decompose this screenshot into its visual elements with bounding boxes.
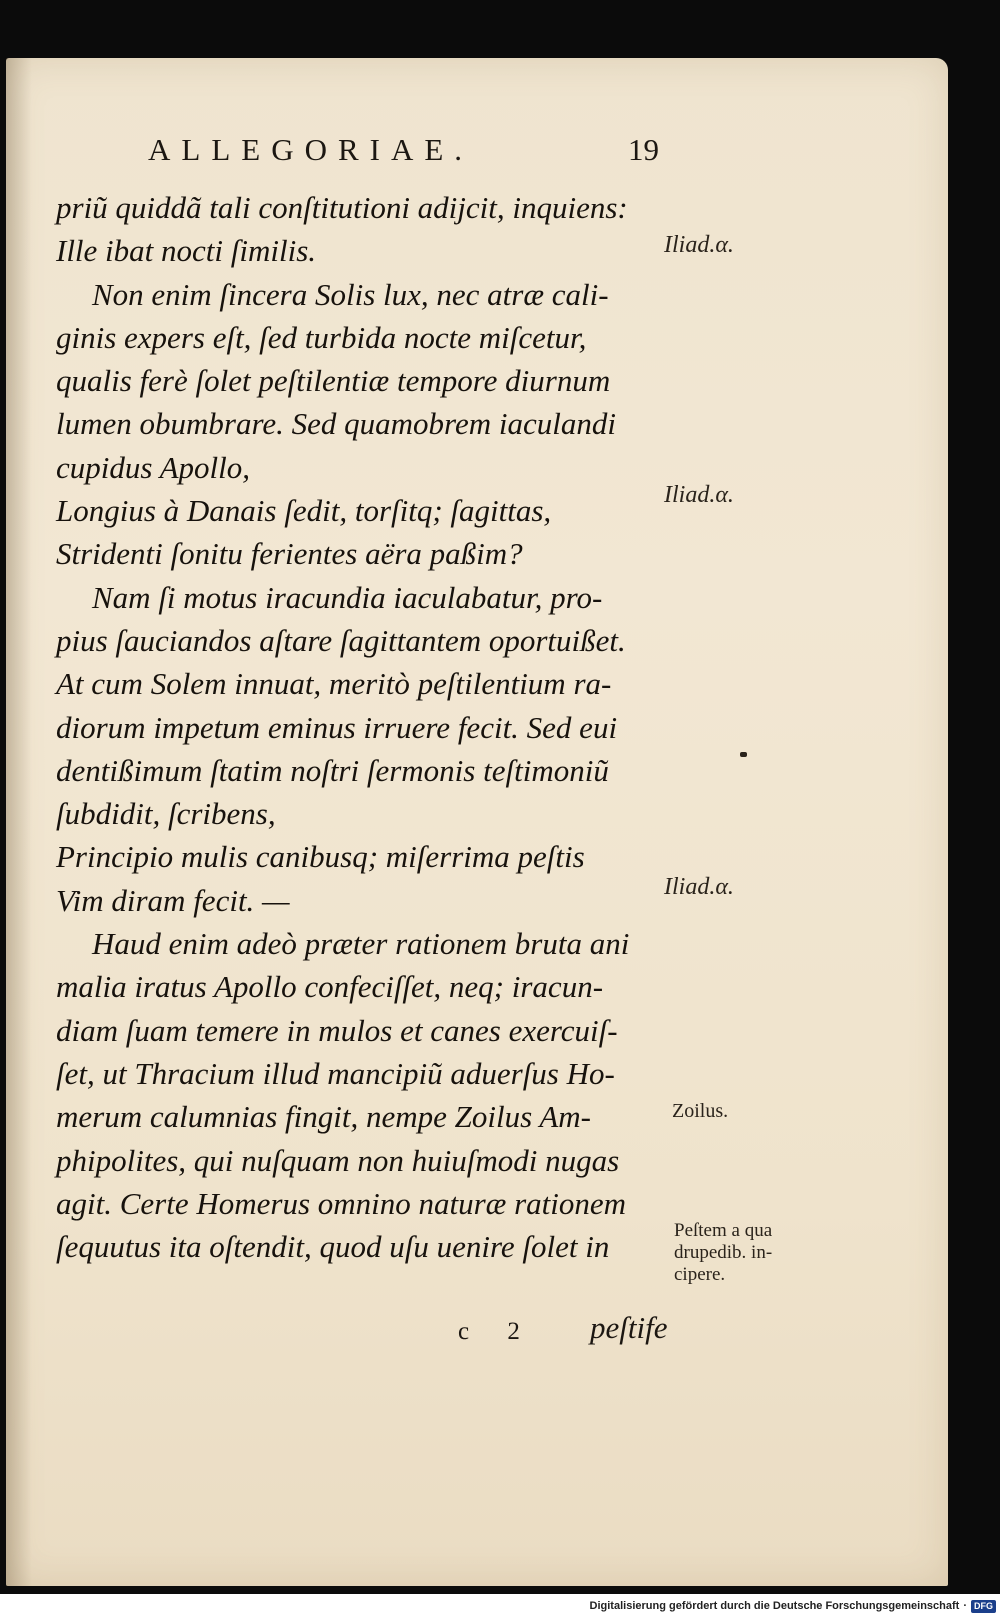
margin-note-line: Peſtem a qua	[674, 1220, 773, 1241]
text-line: merum calumnias fingit, nempe Zoilus Am-	[56, 1099, 592, 1135]
digitization-credit	[590, 1596, 996, 1616]
text-line: cupidus Apollo,	[56, 449, 251, 485]
text-line: ſubdidit, ſcribens,	[56, 796, 276, 832]
margin-note-iliad: Iliad.α.	[664, 232, 734, 258]
text-line: lumen obumbrare. Sed quamobrem iaculandi	[56, 406, 616, 442]
signature-mark: c 2	[458, 1318, 536, 1345]
ink-mark	[740, 752, 747, 757]
margin-note-pestem	[674, 1220, 772, 1286]
catchword: peſtife	[590, 1310, 668, 1345]
text-line: priũ quiddã tali conſtitutioni adijcit, inquiens:	[56, 190, 628, 225]
margin-note-line: drupedib. in-	[674, 1242, 773, 1263]
text-line: Ille ibat nocti ſimilis.	[56, 233, 317, 269]
text-line: phipolites, qui nuſquam non huiuſmodi nugas	[56, 1142, 620, 1178]
text-line: Stridenti ſonitu ferientes aëra paßim?	[56, 536, 523, 572]
text-line: Vim diram fecit. —	[56, 882, 290, 918]
credit-text: Digitalisierung gefördert durch die Deutsche Forschungsgemeinschaft	[589, 1600, 960, 1612]
text-line: diorum impetum eminus irruere fecit. Sed eui	[56, 709, 618, 745]
margin-note-line: cipere.	[674, 1264, 726, 1285]
margin-note-zoilus: Zoilus.	[672, 1100, 729, 1122]
text-line: Haud enim adeò præter rationem bruta ani	[92, 926, 630, 962]
text-line: qualis ferè ſolet peſtilentiæ tempore diurnum	[56, 363, 611, 399]
margin-note-iliad: Iliad.α.	[664, 482, 734, 508]
text-line: Nam ſi motus iracundia iaculabatur, pro-	[92, 579, 603, 615]
text-line: dentißimum ſtatim noſtri ſermonis teſtimoniũ	[56, 752, 609, 788]
text-line: ſet, ut Thracium illud mancipiũ aduerſus Ho-	[56, 1055, 615, 1091]
main-text-block	[56, 186, 676, 1268]
text-line: malia iratus Apollo confeciſſet, neq; iracun-	[56, 969, 604, 1005]
text-line: Principio mulis canibusq; miſerrima peſtis	[56, 839, 585, 875]
gutter-shadow	[6, 58, 32, 1586]
text-line: agit. Certe Homerus omnino naturæ rationem	[56, 1185, 627, 1221]
text-line: ſequutus ita oſtendit, quod uſu uenire ſolet in	[56, 1229, 610, 1265]
text-line: diam ſuam temere in mulos et canes exercuiſ-	[56, 1012, 618, 1048]
margin-note-iliad: Iliad.α.	[664, 874, 734, 900]
text-line: Non enim ſincera Solis lux, nec atræ cali-	[92, 276, 609, 312]
text-line: ginis expers eſt, ſed turbida nocte miſcetur,	[56, 319, 587, 355]
page-number: 19	[628, 132, 659, 167]
text-line: At cum Solem innuat, meritò peſtilentium ra-	[56, 666, 612, 702]
dfg-logo: DFG	[971, 1600, 996, 1613]
running-head: ALLEGORIAE.	[148, 132, 474, 167]
text-line: Longius à Danais ſedit, torſitq; ſagittas,	[56, 493, 552, 529]
text-line: pius ſauciandos aſtare ſagittantem oportuißet.	[56, 622, 626, 658]
separator: ·	[963, 1600, 967, 1612]
